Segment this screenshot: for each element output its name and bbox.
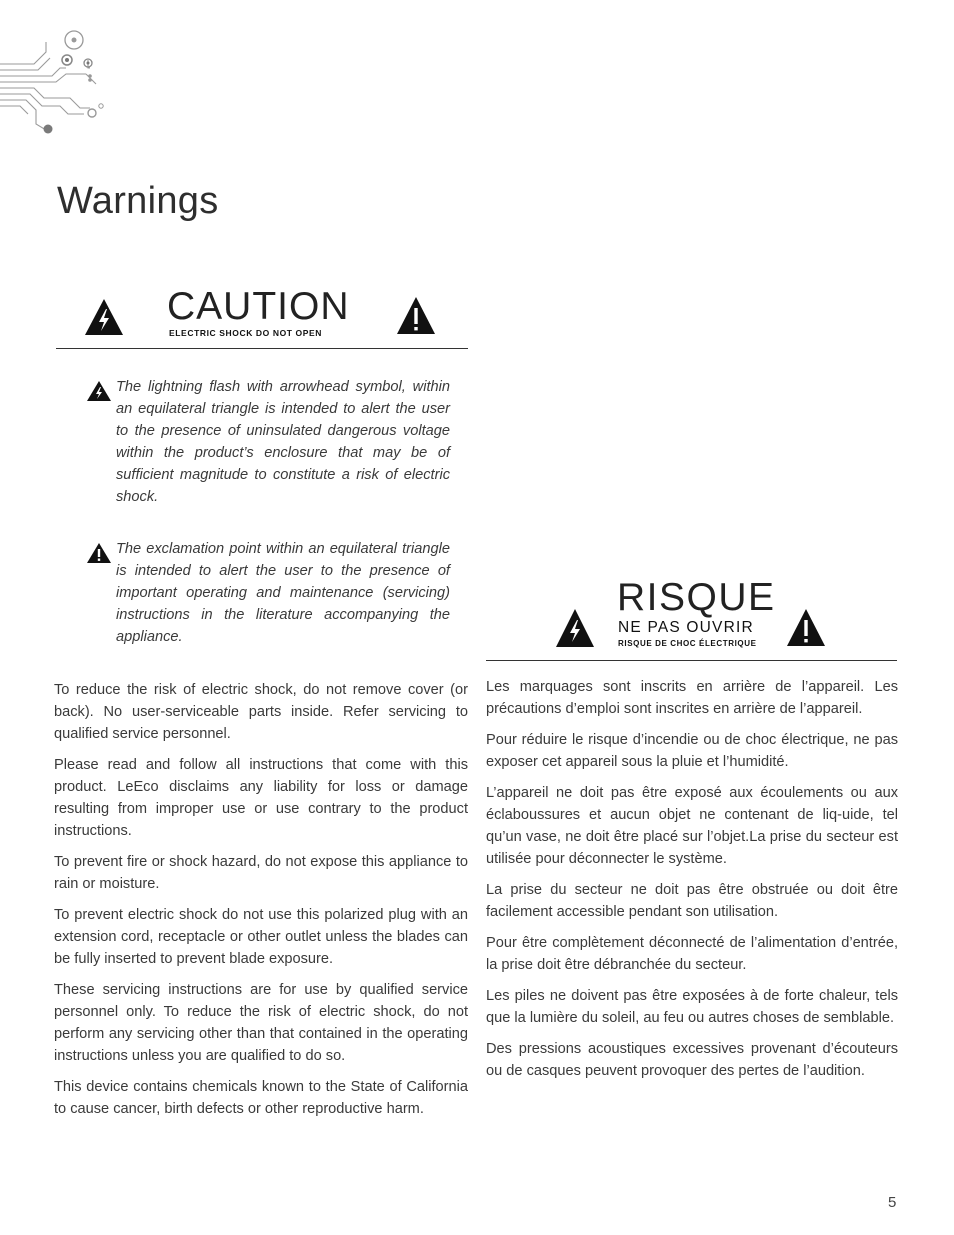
exclamation-symbol-note (86, 538, 450, 648)
caution-banner (56, 285, 468, 349)
french-paragraph: Les marquages sont inscrits en arrière de l’appareil. Les précautions d’emploi sont inscrites en arrière de l’appareil. (486, 679, 898, 717)
caution-heading: CAUTION (167, 285, 350, 328)
circuit-decoration-icon (0, 20, 120, 140)
caution-subheading: ELECTRIC SHOCK DO NOT OPEN (169, 328, 323, 338)
exclamation-triangle-icon (786, 608, 826, 647)
lightning-triangle-icon (555, 608, 595, 648)
english-warnings (54, 679, 468, 1129)
english-paragraph: These servicing instructions are for use by qualified service personnel only. To reduce the risk of electric shock, do not perform any servicing other than that contained in the operating instructions unless you are qualified to do so. (54, 982, 468, 1064)
french-paragraph: Les piles ne doivent pas être exposées à de forte chaleur, tels que la lumière du soleil, au feu ou autres choses de semblable. (486, 988, 898, 1026)
french-paragraph: Pour réduire le risque d’incendie ou de choc électrique, ne pas exposer cet appareil sous la pluie et l’humidité. (486, 732, 898, 770)
french-paragraph: L’appareil ne doit pas être exposé aux écoulements ou aux éclaboussures et aucun objet ne contenant de liq-uide, tel qu’un vase, ne doit être placé sur l’objet.La prise du secteur est utilisée pour déconnecter le système. (486, 785, 898, 867)
french-paragraph: Des pressions acoustiques excessives provenant d’écouteurs ou de casques peuvent provoquer des pertes de l’audition. (486, 1041, 898, 1079)
risque-heading: RISQUE (617, 576, 776, 619)
english-paragraph: To prevent electric shock do not use this polarized plug with an extension cord, receptacle or other outlet unless the blades can be fully inserted to prevent blade exposure. (54, 907, 468, 967)
risque-subheading-small: RISQUE DE CHOC ÉLECTRIQUE (618, 639, 757, 648)
exclamation-note-text: The exclamation point within an equilateral triangle is intended to alert the user to the presence of important operating and maintenance (servicing) instructions in the literature accompanying the appliance. (116, 541, 450, 645)
risque-banner (486, 578, 897, 661)
exclamation-triangle-icon (86, 542, 112, 564)
english-paragraph: Please read and follow all instructions that come with this product. LeEco disclaims any liability for loss or damage resulting from improper use or use contrary to the product instructions. (54, 757, 468, 839)
exclamation-triangle-icon (396, 296, 436, 335)
english-paragraph: To reduce the risk of electric shock, do not remove cover (or back). No user-serviceable parts inside. Refer servicing to qualified service personnel. (54, 682, 468, 742)
french-paragraph: La prise du secteur ne doit pas être obstruée ou doit être facilement accessible pendant son utilisation. (486, 882, 898, 920)
lightning-triangle-icon (84, 298, 124, 336)
page-number: 5 (888, 1194, 897, 1211)
page-title: Warnings (57, 180, 219, 222)
lightning-note-text: The lightning flash with arrowhead symbol, within an equilateral triangle is intended to alert the user to the presence of uninsulated dangerous voltage within the product’s enclosure that may be of sufficient magnitude to constitute a risk of electric shock. (116, 379, 450, 505)
risque-subheading: NE PAS OUVRIR (618, 619, 754, 636)
english-paragraph: This device contains chemicals known to the State of California to cause cancer, birth defects or other reproductive harm. (54, 1079, 468, 1117)
french-paragraph: Pour être complètement déconnecté de l’alimentation d’entrée, la prise doit être débranchée du secteur. (486, 935, 898, 973)
french-warnings (486, 676, 898, 1091)
english-paragraph: To prevent fire or shock hazard, do not expose this appliance to rain or moisture. (54, 854, 468, 892)
lightning-symbol-note (86, 376, 450, 508)
lightning-triangle-icon (86, 380, 112, 402)
